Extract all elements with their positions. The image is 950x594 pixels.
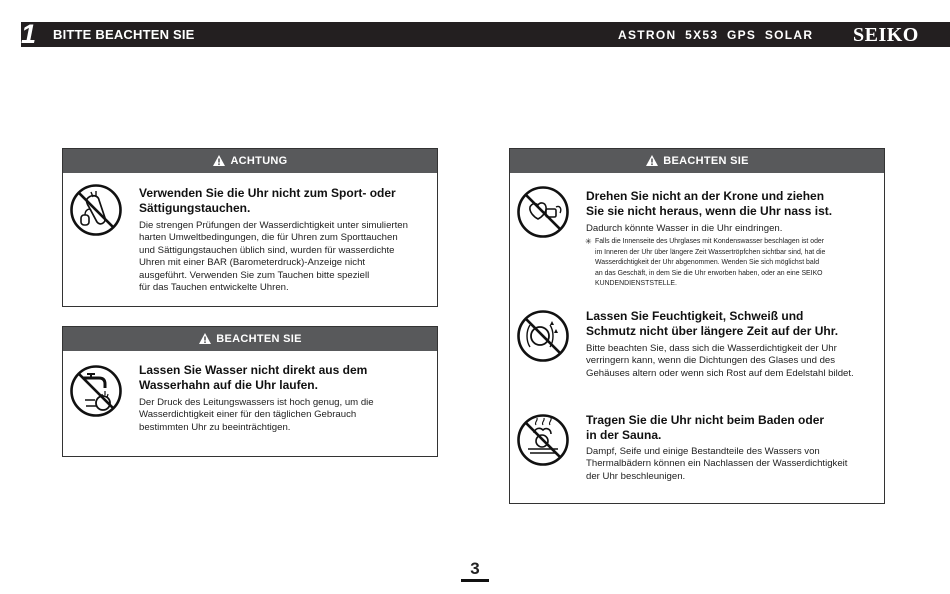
bath-warning-title: Tragen Sie die Uhr nicht beim Baden oder in der Sauna. bbox=[586, 413, 825, 442]
page-number: 3 bbox=[470, 559, 480, 578]
note-heading-bar bbox=[63, 327, 437, 351]
note-heading: BEACHTEN SIE bbox=[216, 333, 302, 345]
faucet-warning-title: Lassen Sie Wasser nicht direkt aus dem Wasserhahn auf die Uhr laufen. bbox=[139, 363, 368, 392]
page-title: BITTE BEACHTEN SIE bbox=[53, 27, 195, 42]
page-number-underline bbox=[461, 579, 489, 582]
moisture-warning-title: Lassen Sie Feuchtigkeit, Schweiß und Schmutz nicht über längere Zeit auf der Uhr. bbox=[586, 309, 839, 338]
no-moisture-icon bbox=[516, 309, 570, 363]
crown-warning-title: Drehen Sie nicht an der Krone und ziehen Sie sie nicht heraus, wenn die Uhr nass ist. bbox=[586, 189, 833, 218]
condensation-note: Falls die Innenseite des Uhrglases mit Kondenswasser beschlagen ist oder im Inneren der Uhr über längere Zeit Wassertröpfchen sichtbar sind, hat die Wasserdichtigkeit der Uhr abgenommen. Wenden Sie sich möglichst bald an das Geschäft, in dem Sie die Uhr erworben haben, oder an eine SEIKO KUNDENDIENSTSTELLE. bbox=[595, 238, 826, 287]
no-faucet-icon bbox=[69, 364, 123, 418]
faucet-warning-text: Der Druck des Leitungswassers ist hoch genug, um die Wasserdichtigkeit einer für den täglichen Gebrauch bestimmten Uhr zu beeinträchtigen. bbox=[139, 397, 374, 433]
caution-heading: ACHTUNG bbox=[230, 155, 288, 167]
no-diving-icon bbox=[69, 183, 123, 237]
header-bar bbox=[21, 19, 950, 49]
chapter-number: 1 bbox=[21, 19, 37, 49]
diving-warning-title: Verwenden Sie die Uhr nicht zum Sport- oder Sättigungstauchen. bbox=[139, 186, 396, 215]
caution-box bbox=[62, 148, 438, 307]
model-name: ASTRON 5X53 GPS SOLAR bbox=[618, 28, 814, 42]
warning-triangle-icon bbox=[212, 154, 226, 167]
warning-triangle-icon bbox=[198, 332, 212, 345]
bath-warning-text: Dampf, Seife und einige Bestandteile des Wassers von Thermalbädern können ein Nachlassen der Wasserdichtigkeit der Uhr beschleunigen. bbox=[586, 446, 848, 482]
note-asterisk: ✳ bbox=[585, 237, 592, 246]
diving-warning-text: Die strengen Prüfungen der Wasserdichtigkeit unter simulierten harten Umweltbedingungen, die für Uhren zum Sporttauchen und Sättigungstauchen üblich sind, wurden für wasserdichte Uhren mit einer BAR (Barometerdruck)-Anzeige nicht ausgeführt. Verwenden Sie zum Tauchen bitte speziell für das Tauchen entwickelte Uhren. bbox=[139, 220, 408, 294]
no-bath-sauna-icon bbox=[516, 413, 570, 467]
note-box-right bbox=[509, 148, 885, 504]
crown-warning-text: Dadurch könnte Wasser in die Uhr eindringen. bbox=[586, 223, 783, 234]
moisture-warning-text: Bitte beachten Sie, dass sich die Wasserdichtigkeit der Uhr verringern kann, wenn die Dichtungen des Glases und des Gehäuses altern oder wenn sich Rost auf dem Edelstahl bildet. bbox=[586, 343, 854, 379]
caution-heading-bar bbox=[63, 149, 437, 173]
note-heading: BEACHTEN SIE bbox=[663, 155, 749, 167]
note-box-faucet bbox=[62, 326, 438, 457]
warning-triangle-icon bbox=[645, 154, 659, 167]
note-heading-bar bbox=[510, 149, 884, 173]
brand-logo: SEIKO bbox=[853, 24, 919, 46]
no-crown-operation-icon bbox=[516, 185, 570, 239]
